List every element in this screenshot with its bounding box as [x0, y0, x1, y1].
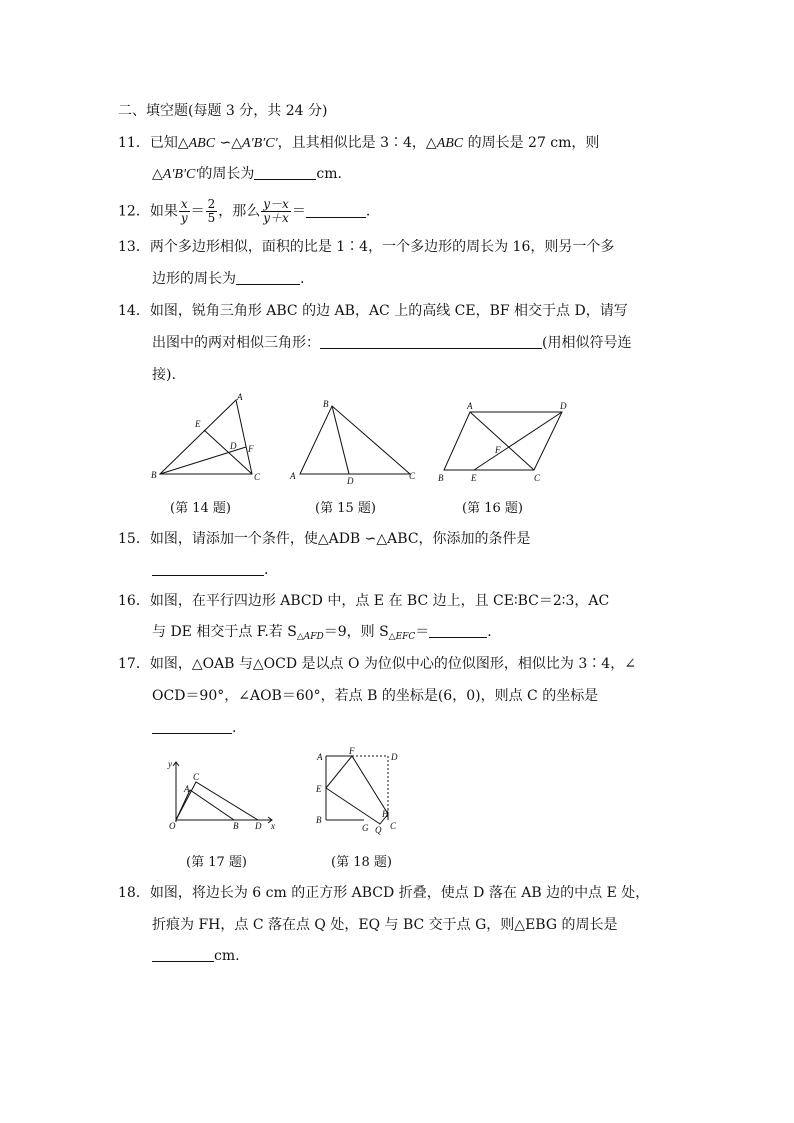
question-number: 11．: [118, 135, 150, 151]
question-18-line-3: cm.: [152, 946, 240, 966]
question-11-line-2: △A′B′C′的周长为 cm.: [152, 166, 342, 182]
fig15-label-b: B: [323, 399, 329, 409]
fraction: $\frac{x}{y}$: [180, 197, 188, 225]
fig18-label-d: D: [391, 752, 398, 762]
fig17-label-b: B: [233, 821, 239, 831]
question-18-line-1: 18．如图，将边长为 6 cm 的正方形 ABCD 折叠，使点 D 落在 AB 边的中点 E 处，: [118, 885, 650, 901]
question-14-line-3: 接).: [152, 367, 176, 383]
question-15-line-2: .: [152, 560, 268, 580]
section-title: 二、填空题(每题 3 分，共 24 分): [118, 103, 328, 119]
answer-blank[interactable]: [320, 334, 542, 349]
fig16-label-c: C: [534, 473, 541, 483]
question-16-line-1: 16．如图，在平行四边形 ABCD 中，点 E 在 BC 边上，且 CE∶BC＝2∶3，AC: [118, 593, 610, 609]
fig18-label-e: E: [316, 784, 322, 794]
fig17-label-d: D: [255, 821, 262, 831]
fig14-label-d: D: [230, 441, 237, 451]
fig16-label-b: B: [438, 473, 444, 483]
question-15-line-1: 15．如图，请添加一个条件，使△ADB ∽△ABC，你添加的条件是: [118, 531, 531, 547]
question-13-line-1: 13．两个多边形相似，面积的比是 1∶4，一个多边形的周长为 16，则另一个多: [118, 239, 615, 255]
fig16-label-d: D: [560, 401, 567, 411]
figure-17-coordinate: [160, 756, 284, 834]
fig15-label-d: D: [347, 476, 354, 484]
fig17-label-x: x: [271, 821, 275, 831]
question-17-line-3: .: [152, 718, 236, 738]
question-number: 16．: [118, 593, 150, 609]
figure-18-folded-square: [312, 744, 408, 836]
fig14-label-f: F: [248, 444, 254, 454]
fraction: $\frac{2}{5}$: [207, 197, 216, 225]
caption-figure-15: (第 15 题): [315, 501, 376, 516]
question-14-line-1: 14．如图，锐角三角形 ABC 的边 AB，AC 上的高线 CE，BF 相交于点 D，请写: [118, 303, 628, 319]
question-17-line-1: 17．如图，△OAB 与△OCD 是以点 O 为位似中心的位似图形，相似比为 3∶4，∠: [118, 656, 636, 672]
question-14-line-2: 出图中的两对相似三角形： (用相似符号连: [152, 335, 632, 351]
answer-blank[interactable]: [254, 165, 316, 180]
question-12: 12．如果 $\frac{x}{y}$ ＝ $\frac{2}{5}$ ，那么 $\frac{y-x}{y+x}$ ＝ .: [118, 197, 371, 225]
fig15-label-a: A: [290, 471, 296, 481]
question-number: 17．: [118, 656, 150, 672]
question-number: 18．: [118, 885, 150, 901]
caption-figure-16: (第 16 题): [462, 501, 523, 516]
fig14-label-b: B: [151, 470, 157, 480]
answer-blank[interactable]: [152, 947, 214, 962]
fig18-label-f: F: [349, 746, 355, 756]
caption-figure-17: (第 17 题): [186, 855, 247, 870]
fig18-label-q: Q: [375, 825, 382, 835]
fig18-label-a: A: [317, 752, 323, 762]
fig14-label-c: C: [254, 472, 261, 482]
figure-16-parallelogram: [434, 398, 580, 484]
question-number: 12．: [118, 203, 150, 220]
figure-15-triangle: [286, 394, 418, 484]
fig14-label-a: A: [237, 392, 243, 402]
question-13-line-2: 边形的周长为 .: [152, 271, 305, 287]
question-11-line-1: 11．已知△ABC ∽△A′B′C′，且其相似比是 3∶4，△ABC 的周长是 27 cm，则: [118, 135, 600, 151]
answer-blank[interactable]: [152, 719, 232, 734]
question-18-line-2: 折痕为 FH，点 C 落在点 Q 处，EQ 与 BC 交于点 G，则△EBG 的周长是: [152, 917, 618, 933]
fig16-label-f: F: [495, 445, 501, 455]
fig18-label-c: C: [390, 821, 397, 831]
answer-blank[interactable]: [306, 203, 366, 218]
answer-blank[interactable]: [429, 623, 487, 638]
question-16-line-2: 与 DE 相交于点 F.若 $S_{\triangle AFD}=9$，则 $S_{\triangle EFC}=$ .: [152, 624, 492, 642]
caption-figure-18: (第 18 题): [331, 855, 392, 870]
fig18-label-g: G: [362, 823, 369, 833]
answer-blank[interactable]: [152, 561, 264, 576]
fig17-label-o: O: [169, 821, 176, 831]
fig16-label-a: A: [467, 401, 473, 411]
fig17-label-a: A: [184, 784, 190, 794]
question-17-line-2: OCD＝90°，∠AOB＝60°，若点 B 的坐标是(6，0)，则点 C 的坐标是: [152, 688, 599, 704]
figure-14-triangle: [148, 392, 268, 484]
fraction: $\frac{y-x}{y+x}$: [263, 197, 289, 225]
fig16-label-e: E: [471, 473, 477, 483]
question-number: 15: [118, 531, 136, 547]
fig18-label-h: H: [382, 809, 389, 819]
answer-blank[interactable]: [236, 270, 300, 285]
caption-figure-14: (第 14 题): [170, 501, 231, 516]
fig18-label-b: B: [316, 815, 322, 825]
question-number: 13．: [118, 239, 150, 255]
fig17-label-y: y: [168, 759, 172, 769]
question-number: 14．: [118, 303, 150, 319]
fig14-label-e: E: [195, 419, 201, 429]
fig15-label-c: C: [409, 471, 416, 481]
fig17-label-c: C: [193, 772, 200, 782]
